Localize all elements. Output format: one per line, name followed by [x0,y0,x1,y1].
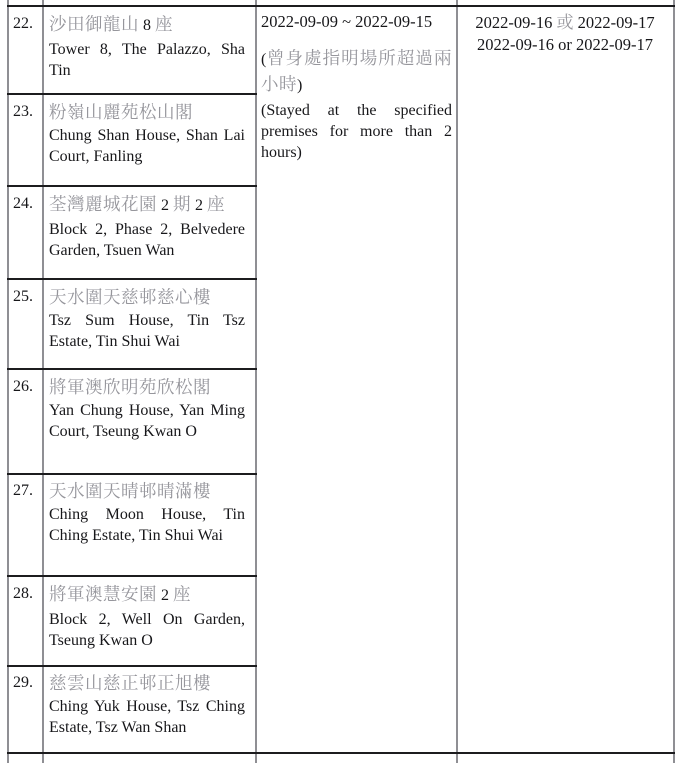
column-divider-period [255,0,257,763]
location-cell [49,192,245,261]
test-date-zh-line: 2022-09-16 或 2022-09-17 [475,13,655,32]
table-right-border [673,0,675,763]
row-number-cell: 27. [13,482,33,499]
row-separator [7,575,257,577]
row-separator [7,93,257,95]
location-zh: 粉嶺山麗苑松山閣 [49,102,193,122]
row-number-cell: 24. [13,195,33,212]
row-separator [7,368,257,370]
location-cell [49,285,245,352]
table-bottom-border [7,752,675,754]
location-cell [49,479,245,546]
row-number-cell: 23. [13,103,33,120]
location-zh: 天水圍天晴邨晴滿樓 [49,481,211,501]
location-en: Tsz Sum House, Tin Tsz Estate, Tin Shui Wai [49,312,245,350]
row-number-cell: 29. [13,674,33,691]
location-en: Tower 8, The Palazzo, Sha Tin [49,41,245,79]
location-cell [49,671,245,738]
test-dates-cell [459,11,671,56]
test-date-en-line: 2022-09-16 or 2022-09-17 [477,35,653,54]
row-separator [7,473,257,475]
location-cell [49,12,245,81]
location-en: Block 2, Well On Garden, Tseung Kwan O [49,611,245,649]
location-zh: 沙田御龍山 8 座 [49,14,173,34]
row-separator [7,665,257,667]
location-en: Chung Shan House, Shan Lai Court, Fanling [49,127,245,165]
location-zh: 將軍澳慧安園 2 座 [49,584,191,604]
table-top-border [7,5,675,7]
location-cell [49,100,245,167]
row-separator [7,185,257,187]
table-left-border [7,0,9,763]
location-en: Block 2, Phase 2, Belvedere Garden, Tsuen Wan [49,221,245,259]
period-cell [261,11,452,163]
period-note-zh: (曾身處指明場所超過兩小時) [261,48,452,94]
location-en: Ching Moon House, Tin Ching Estate, Tin Shui Wai [49,506,245,544]
location-en: Yan Chung House, Yan Ming Court, Tseung Kwan O [49,402,245,440]
period-range: 2022-09-09 ~ 2022-09-15 [261,12,433,31]
location-zh: 天水圍天慈邨慈心樓 [49,287,211,307]
period-note-en: (Stayed at the specified premises for more than 2 hours) [261,102,452,161]
row-number-cell: 26. [13,378,33,395]
location-zh: 將軍澳欣明苑欣松閣 [49,377,211,397]
location-zh: 荃灣麗城花園 2 期 2 座 [49,194,225,214]
location-cell [49,375,245,442]
row-separator [7,278,257,280]
location-en: Ching Yuk House, Tsz Ching Estate, Tsz Wan Shan [49,698,245,736]
period-gap [261,33,452,46]
row-number-cell: 22. [13,15,33,32]
location-zh: 慈雲山慈正邨正旭樓 [49,673,211,693]
column-divider-testdate [456,0,458,763]
row-number-cell: 25. [13,288,33,305]
row-number-cell: 28. [13,585,33,602]
location-cell [49,582,245,651]
